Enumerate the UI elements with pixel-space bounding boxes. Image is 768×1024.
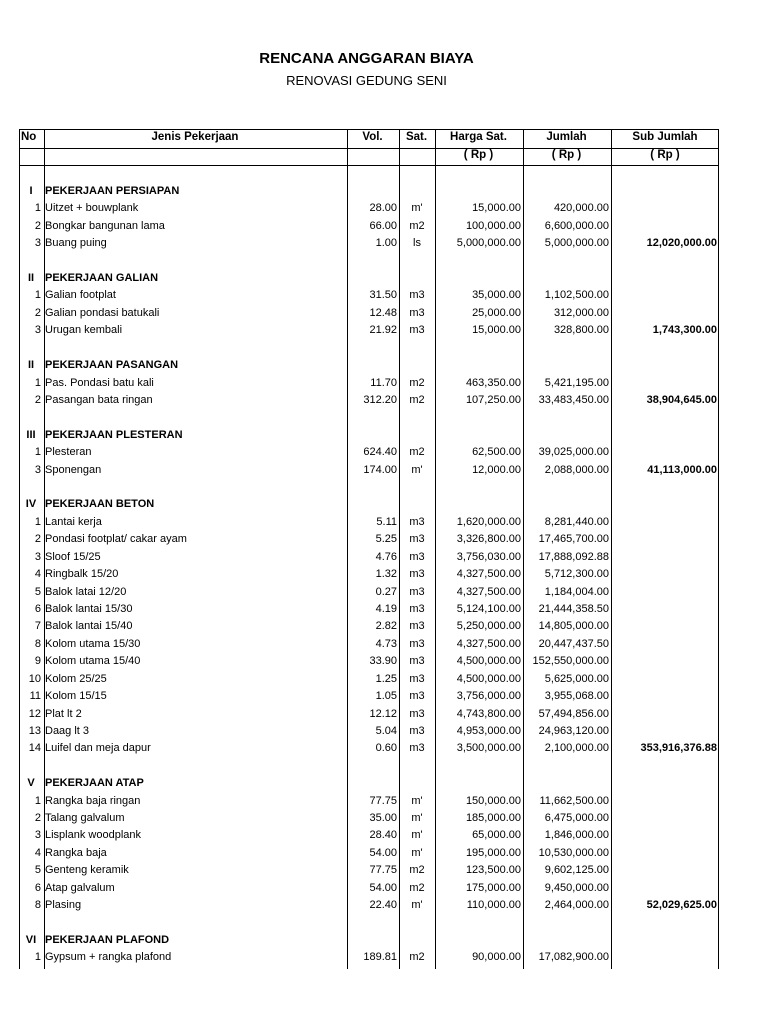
row-harga-sat: 4,500,000.00 xyxy=(456,672,521,685)
table-unit-row xyxy=(19,147,719,164)
row-jumlah: 5,625,000.00 xyxy=(544,672,609,685)
row-vol: 12.48 xyxy=(369,306,397,319)
row-vol: 35.00 xyxy=(369,812,397,825)
header-harga-unit: ( Rp ) xyxy=(463,149,494,161)
row-harga-sat: 15,000.00 xyxy=(472,202,521,215)
row-jumlah: 20,447,437.50 xyxy=(538,637,609,650)
row-jenis-pekerjaan: Lisplank woodplank xyxy=(45,829,142,842)
row-jenis-pekerjaan: Luifel dan meja dapur xyxy=(45,742,151,755)
row-vol: 189.81 xyxy=(363,951,397,964)
row-sat: m' xyxy=(411,794,423,807)
row-no: 11 xyxy=(29,690,41,703)
row-jumlah: 3,955,068.00 xyxy=(544,690,609,703)
row-harga-sat: 4,327,500.00 xyxy=(456,637,521,650)
row-sat: m3 xyxy=(409,672,425,685)
row-sub-jumlah xyxy=(611,601,719,618)
row-sub-jumlah xyxy=(611,793,719,810)
row-vol: 1.00 xyxy=(375,237,397,250)
row-vol: 11.70 xyxy=(370,376,397,389)
row-vol: 77.75 xyxy=(369,864,397,877)
table-row xyxy=(19,862,719,879)
blank-row xyxy=(19,479,719,496)
row-sub-jumlah: 1,743,300.00 xyxy=(652,324,717,337)
row-jumlah: 5,712,300.00 xyxy=(544,568,609,581)
row-jenis-pekerjaan: PEKERJAAN BETON xyxy=(45,498,155,511)
row-jumlah: 9,602,125.00 xyxy=(544,864,609,877)
row-sat: m3 xyxy=(409,603,425,615)
row-no: 1 xyxy=(34,446,41,459)
header-jenis-pekerjaan: Jenis Pekerjaan xyxy=(151,131,239,143)
blank-row xyxy=(19,253,719,270)
blank-row xyxy=(19,758,719,775)
blank-row xyxy=(19,409,719,426)
row-sat: m3 xyxy=(409,550,425,563)
row-harga-sat: 3,326,800.00 xyxy=(456,533,521,546)
document-subtitle: RENOVASI GEDUNG SENI xyxy=(286,73,447,88)
row-vol: 1.25 xyxy=(375,672,397,685)
row-vol: 5.11 xyxy=(376,515,397,528)
row-sub-jumlah: 12,020,000.00 xyxy=(646,237,717,250)
row-sat: m3 xyxy=(409,515,425,528)
row-jumlah: 5,000,000.00 xyxy=(544,237,609,250)
section-row xyxy=(19,496,719,513)
row-no: 2 xyxy=(34,219,41,232)
row-sub-jumlah xyxy=(611,810,719,827)
row-jenis-pekerjaan: Rangka baja xyxy=(45,846,107,859)
row-jumlah: 17,082,900.00 xyxy=(538,951,609,964)
header-sub-jumlah: Sub Jumlah xyxy=(632,131,698,143)
row-harga-sat: 175,000.00 xyxy=(465,881,521,894)
row-no: 3 xyxy=(34,463,41,476)
row-sat: m2 xyxy=(409,951,425,964)
row-harga-sat: 3,500,000.00 xyxy=(456,742,521,755)
row-no: I xyxy=(29,184,33,197)
row-no: 10 xyxy=(28,672,41,685)
row-sat: m3 xyxy=(409,724,425,737)
table-row xyxy=(19,706,719,723)
row-jenis-pekerjaan: Rangka baja ringan xyxy=(45,794,141,807)
row-jenis-pekerjaan: Plat lt 2 xyxy=(45,707,82,720)
row-sat: m' xyxy=(411,202,423,215)
row-jumlah: 6,600,000.00 xyxy=(544,219,609,232)
header-sat: Sat. xyxy=(405,131,428,143)
row-vol: 624.40 xyxy=(363,446,397,459)
row-vol: 54.00 xyxy=(369,846,397,859)
row-jumlah: 10,530,000.00 xyxy=(538,846,609,859)
row-sub-jumlah: 52,029,625.00 xyxy=(646,899,717,912)
row-vol: 33.90 xyxy=(369,655,397,668)
table-row xyxy=(19,653,719,670)
row-vol: 4.19 xyxy=(375,603,397,615)
row-sub-jumlah xyxy=(611,653,719,670)
row-jumlah: 39,025,000.00 xyxy=(538,446,609,459)
row-sat: m3 xyxy=(409,533,425,546)
row-no: 13 xyxy=(28,724,41,737)
row-jumlah: 152,550,000.00 xyxy=(532,655,609,668)
row-jumlah: 17,888,092.88 xyxy=(538,550,609,563)
row-vol: 0.27 xyxy=(375,585,397,598)
row-no: 8 xyxy=(34,899,41,912)
row-no: VI xyxy=(25,933,37,946)
row-sat: m2 xyxy=(409,219,425,232)
row-jenis-pekerjaan: Daag lt 3 xyxy=(45,724,90,737)
row-no: 5 xyxy=(34,585,41,598)
section-row xyxy=(19,775,719,792)
row-harga-sat: 4,500,000.00 xyxy=(456,655,521,668)
row-sat: m3 xyxy=(409,620,425,633)
table-row xyxy=(19,322,719,339)
row-no: 2 xyxy=(34,533,41,546)
row-no: 9 xyxy=(34,655,41,668)
row-sat: m2 xyxy=(409,376,425,389)
row-harga-sat: 195,000.00 xyxy=(465,846,521,859)
row-jumlah: 24,963,120.00 xyxy=(538,724,609,737)
table-row xyxy=(19,827,719,844)
row-jenis-pekerjaan: Balok lantai 15/40 xyxy=(45,620,133,633)
table-row xyxy=(19,740,719,757)
row-vol: 77.75 xyxy=(369,794,397,807)
row-sat: m3 xyxy=(409,324,425,337)
document-title: RENCANA ANGGARAN BIAYA xyxy=(259,50,474,67)
row-jumlah: 11,662,500.00 xyxy=(539,794,609,807)
table-row xyxy=(19,723,719,740)
row-no: 5 xyxy=(34,864,41,877)
row-no: IV xyxy=(25,498,37,511)
table-row xyxy=(19,462,719,479)
row-sub-jumlah: 38,904,645.00 xyxy=(646,393,717,406)
row-vol: 5.25 xyxy=(375,533,397,546)
row-jenis-pekerjaan: PEKERJAAN PASANGAN xyxy=(45,359,179,372)
blank-row xyxy=(19,915,719,932)
row-harga-sat: 15,000.00 xyxy=(472,324,521,337)
row-no: 2 xyxy=(34,393,41,406)
row-vol: 174.00 xyxy=(363,463,397,476)
row-sub-jumlah xyxy=(611,287,719,304)
header-jumlah-unit: ( Rp ) xyxy=(551,149,582,161)
row-harga-sat: 150,000.00 xyxy=(465,794,521,807)
row-jenis-pekerjaan: Pas. Pondasi batu kali xyxy=(45,376,154,389)
table-row xyxy=(19,810,719,827)
row-vol: 54.00 xyxy=(369,881,397,894)
row-sub-jumlah xyxy=(611,723,719,740)
row-jenis-pekerjaan: Pasangan bata ringan xyxy=(45,393,153,406)
row-jenis-pekerjaan: Urugan kembali xyxy=(45,324,123,337)
row-vol: 28.40 xyxy=(369,829,397,842)
row-jumlah: 33,483,450.00 xyxy=(538,393,609,406)
row-sub-jumlah xyxy=(611,584,719,601)
header-harga-sat: Harga Sat. xyxy=(450,131,507,143)
row-no: 1 xyxy=(34,202,41,215)
table-row xyxy=(19,584,719,601)
row-sub-jumlah xyxy=(611,375,719,392)
row-sat: m2 xyxy=(409,881,425,894)
row-jumlah: 5,421,195.00 xyxy=(544,376,609,389)
row-no: 1 xyxy=(34,289,41,302)
row-jenis-pekerjaan: PEKERJAAN ATAP xyxy=(45,777,144,790)
row-harga-sat: 5,124,100.00 xyxy=(456,603,521,615)
row-sat: m' xyxy=(411,812,423,825)
row-vol: 31.50 xyxy=(369,289,397,302)
row-vol: 312.20 xyxy=(363,393,397,406)
row-vol: 66.00 xyxy=(369,219,397,232)
row-sat: m3 xyxy=(409,637,425,650)
row-sub-jumlah xyxy=(611,949,719,966)
table-row xyxy=(19,793,719,810)
row-sat: m3 xyxy=(409,568,425,581)
row-harga-sat: 35,000.00 xyxy=(472,289,521,302)
row-jenis-pekerjaan: Genteng keramik xyxy=(45,864,129,877)
row-jenis-pekerjaan: Galian footplat xyxy=(45,289,116,302)
budget-table xyxy=(19,129,720,969)
row-sub-jumlah xyxy=(611,218,719,235)
row-jenis-pekerjaan: Kolom 15/15 xyxy=(45,690,107,703)
table-header-row xyxy=(19,129,719,146)
row-jenis-pekerjaan: PEKERJAAN PLAFOND xyxy=(45,933,170,946)
row-sub-jumlah xyxy=(611,444,719,461)
table-row xyxy=(19,566,719,583)
table-row xyxy=(19,549,719,566)
row-sub-jumlah xyxy=(611,845,719,862)
row-vol: 5.04 xyxy=(375,724,397,737)
row-vol: 28.00 xyxy=(369,202,397,215)
table-row xyxy=(19,601,719,618)
row-jenis-pekerjaan: Bongkar bangunan lama xyxy=(45,219,165,232)
row-jenis-pekerjaan: Sponengan xyxy=(45,463,102,476)
row-harga-sat: 100,000.00 xyxy=(465,219,521,232)
header-jumlah: Jumlah xyxy=(546,131,587,143)
section-row xyxy=(19,183,719,200)
row-vol: 22.40 xyxy=(369,899,397,912)
row-no: 7 xyxy=(34,620,41,633)
table-row xyxy=(19,618,719,635)
row-jenis-pekerjaan: Buang puing xyxy=(45,237,107,250)
row-jenis-pekerjaan: Kolom 25/25 xyxy=(45,672,107,685)
row-harga-sat: 4,327,500.00 xyxy=(456,585,521,598)
table-row xyxy=(19,287,719,304)
row-jenis-pekerjaan: Gypsum + rangka plafond xyxy=(45,951,172,964)
row-sub-jumlah xyxy=(611,566,719,583)
row-harga-sat: 65,000.00 xyxy=(472,829,521,842)
row-harga-sat: 463,350.00 xyxy=(465,376,521,389)
row-sat: m2 xyxy=(409,864,425,877)
header-vol: Vol. xyxy=(362,131,383,143)
row-sat: m3 xyxy=(409,742,425,755)
row-harga-sat: 12,000.00 xyxy=(472,463,521,476)
row-sat: m3 xyxy=(409,585,425,598)
row-jenis-pekerjaan: PEKERJAAN GALIAN xyxy=(45,272,159,285)
row-sub-jumlah: 353,916,376.88 xyxy=(640,742,717,755)
row-harga-sat: 123,500.00 xyxy=(465,864,521,877)
row-no: 6 xyxy=(34,881,41,894)
table-row xyxy=(19,218,719,235)
header-no: No xyxy=(21,131,37,143)
row-jumlah: 9,450,000.00 xyxy=(544,881,609,894)
row-sub-jumlah xyxy=(611,549,719,566)
row-sub-jumlah xyxy=(611,618,719,635)
row-vol: 1.32 xyxy=(375,568,397,581)
row-jumlah: 14,805,000.00 xyxy=(538,620,609,633)
row-jenis-pekerjaan: Ringbalk 15/20 xyxy=(45,568,119,581)
row-harga-sat: 5,000,000.00 xyxy=(456,237,521,250)
row-jumlah: 312,000.00 xyxy=(553,306,609,319)
row-sub-jumlah: 41,113,000.00 xyxy=(647,463,717,476)
row-jumlah: 328,800.00 xyxy=(553,324,609,337)
row-jumlah: 1,846,000.00 xyxy=(544,829,609,842)
row-sat: m' xyxy=(411,829,423,842)
table-row xyxy=(19,636,719,653)
row-jenis-pekerjaan: PEKERJAAN PERSIAPAN xyxy=(45,184,180,197)
row-vol: 12.12 xyxy=(369,707,397,720)
row-harga-sat: 90,000.00 xyxy=(472,951,521,964)
row-jumlah: 1,102,500.00 xyxy=(544,289,609,302)
table-row xyxy=(19,392,719,409)
row-harga-sat: 62,500.00 xyxy=(472,446,521,459)
row-jumlah: 57,494,856.00 xyxy=(538,707,609,720)
row-jumlah: 2,100,000.00 xyxy=(544,742,609,755)
row-jumlah: 2,088,000.00 xyxy=(544,463,609,476)
row-jumlah: 6,475,000.00 xyxy=(544,812,609,825)
row-jenis-pekerjaan: Plesteran xyxy=(45,446,92,459)
row-no: 3 xyxy=(34,829,41,842)
row-harga-sat: 4,327,500.00 xyxy=(456,568,521,581)
row-no: 12 xyxy=(28,707,41,720)
row-jumlah: 8,281,440.00 xyxy=(544,515,609,528)
header-sub-unit: ( Rp ) xyxy=(650,149,680,161)
row-sub-jumlah xyxy=(611,880,719,897)
table-row xyxy=(19,200,719,217)
row-no: 8 xyxy=(34,637,41,650)
row-vol: 21.92 xyxy=(369,324,397,337)
row-jenis-pekerjaan: Balok lantai 15/30 xyxy=(45,603,133,615)
row-sat: m' xyxy=(411,899,423,912)
row-no: 3 xyxy=(34,237,41,250)
row-jenis-pekerjaan: PEKERJAAN PLESTERAN xyxy=(45,428,183,441)
row-jenis-pekerjaan: Pondasi footplat/ cakar ayam xyxy=(45,533,187,546)
row-no: II xyxy=(27,359,35,372)
row-sat: m2 xyxy=(409,446,425,459)
row-jumlah: 1,184,004.00 xyxy=(544,585,609,598)
row-no: V xyxy=(27,777,35,790)
row-no: III xyxy=(26,428,36,441)
row-harga-sat: 3,756,000.00 xyxy=(456,690,521,703)
row-sat: m3 xyxy=(409,655,425,668)
row-sat: m3 xyxy=(409,306,425,319)
row-sat: ls xyxy=(413,237,421,250)
row-sub-jumlah xyxy=(611,636,719,653)
row-sub-jumlah xyxy=(611,200,719,217)
row-jumlah: 17,465,700.00 xyxy=(538,533,609,546)
row-no: 4 xyxy=(34,568,41,581)
row-jenis-pekerjaan: Atap galvalum xyxy=(45,881,115,894)
table-row xyxy=(19,897,719,914)
table-row xyxy=(19,845,719,862)
row-no: 1 xyxy=(34,951,41,964)
table-row xyxy=(19,880,719,897)
section-row xyxy=(19,357,719,374)
row-vol: 2.82 xyxy=(375,620,397,633)
row-sat: m3 xyxy=(409,289,425,302)
row-harga-sat: 5,250,000.00 xyxy=(456,620,521,633)
row-jumlah: 21,444,358.50 xyxy=(538,603,609,615)
row-sub-jumlah xyxy=(611,706,719,723)
row-vol: 4.73 xyxy=(375,637,397,650)
row-jenis-pekerjaan: Uitzet + bouwplank xyxy=(45,202,139,215)
row-jenis-pekerjaan: Plasing xyxy=(45,899,82,912)
row-no: 4 xyxy=(34,846,41,859)
section-row xyxy=(19,427,719,444)
row-jenis-pekerjaan: Balok latai 12/20 xyxy=(45,585,127,598)
row-harga-sat: 107,250.00 xyxy=(465,393,521,406)
row-no: 6 xyxy=(34,603,41,615)
row-no: 2 xyxy=(34,812,41,825)
table-row xyxy=(19,688,719,705)
row-sat: m3 xyxy=(409,707,425,720)
row-sat: m3 xyxy=(409,690,425,703)
row-vol: 0.60 xyxy=(375,742,397,755)
blank-row xyxy=(19,166,719,183)
row-no: 14 xyxy=(28,742,41,755)
row-jenis-pekerjaan: Lantai kerja xyxy=(45,515,102,528)
row-sub-jumlah xyxy=(611,514,719,531)
table-row xyxy=(19,949,719,966)
row-no: 3 xyxy=(34,550,41,563)
row-harga-sat: 1,620,000.00 xyxy=(456,515,521,528)
row-no: 1 xyxy=(34,376,41,389)
table-row xyxy=(19,235,719,252)
row-jenis-pekerjaan: Sloof 15/25 xyxy=(45,550,101,563)
row-sat: m' xyxy=(411,846,423,859)
row-sub-jumlah xyxy=(611,862,719,879)
section-row xyxy=(19,270,719,287)
row-sub-jumlah xyxy=(611,688,719,705)
row-harga-sat: 3,756,030.00 xyxy=(456,550,521,563)
row-sub-jumlah xyxy=(611,827,719,844)
row-sub-jumlah xyxy=(611,305,719,322)
row-jenis-pekerjaan: Galian pondasi batukali xyxy=(45,306,160,319)
row-no: 1 xyxy=(34,794,41,807)
row-jumlah: 420,000.00 xyxy=(553,202,609,215)
row-sat: m2 xyxy=(409,393,425,406)
table-row xyxy=(19,375,719,392)
row-no: 2 xyxy=(34,306,41,319)
row-sub-jumlah xyxy=(611,531,719,548)
row-jenis-pekerjaan: Kolom utama 15/40 xyxy=(45,655,141,668)
row-sat: m' xyxy=(411,463,423,476)
row-harga-sat: 25,000.00 xyxy=(472,306,521,319)
table-row xyxy=(19,671,719,688)
row-jenis-pekerjaan: Kolom utama 15/30 xyxy=(45,637,141,650)
row-harga-sat: 110,000.00 xyxy=(466,899,521,912)
row-harga-sat: 4,953,000.00 xyxy=(456,724,521,737)
row-no: 3 xyxy=(34,324,41,337)
table-row xyxy=(19,305,719,322)
row-harga-sat: 4,743,800.00 xyxy=(456,707,521,720)
section-row xyxy=(19,932,719,949)
row-no: II xyxy=(27,272,35,285)
row-vol: 1.05 xyxy=(375,690,397,703)
row-vol: 4.76 xyxy=(375,550,397,563)
row-jumlah: 2,464,000.00 xyxy=(544,899,609,912)
row-jenis-pekerjaan: Talang galvalum xyxy=(45,812,125,825)
table-row xyxy=(19,514,719,531)
row-no: 1 xyxy=(34,515,41,528)
row-harga-sat: 185,000.00 xyxy=(465,812,521,825)
table-row xyxy=(19,444,719,461)
table-row xyxy=(19,531,719,548)
blank-row xyxy=(19,340,719,357)
row-sub-jumlah xyxy=(611,671,719,688)
